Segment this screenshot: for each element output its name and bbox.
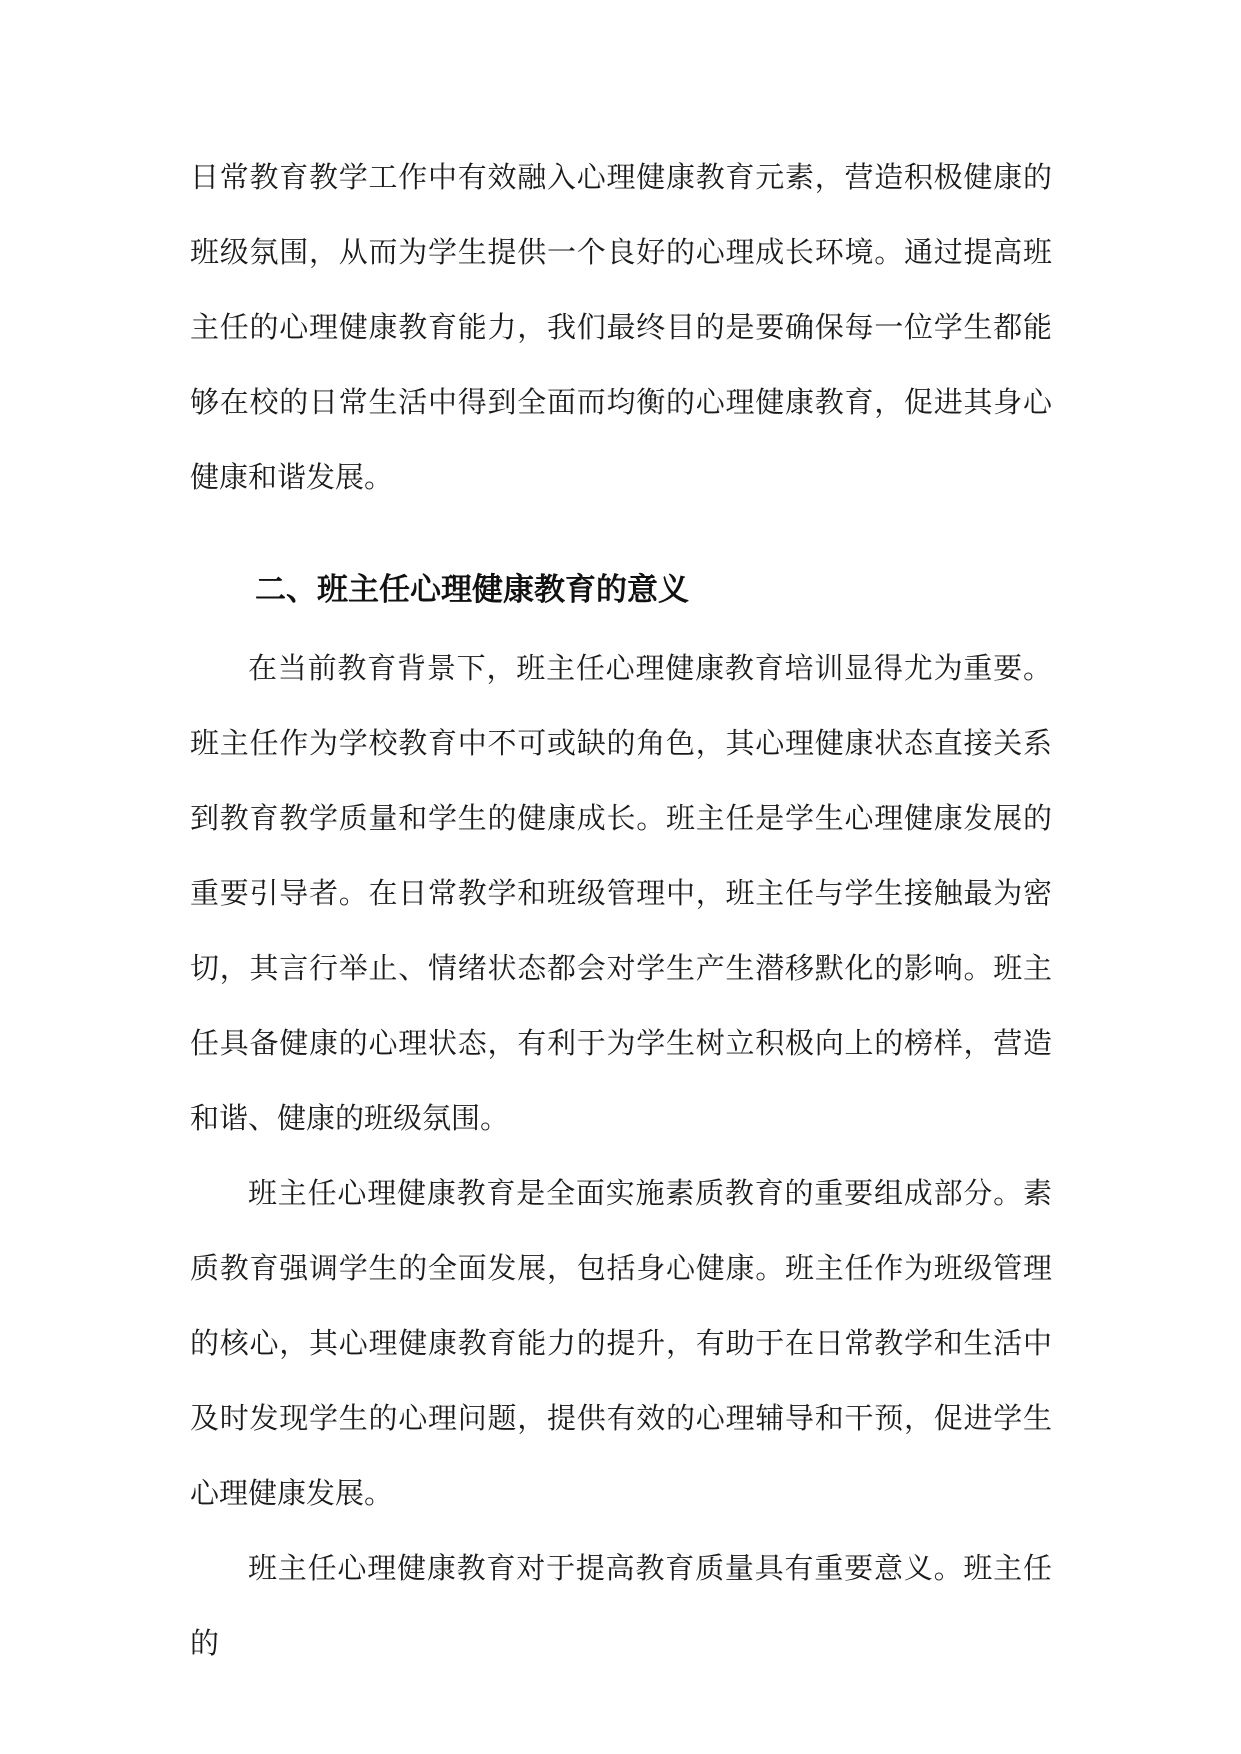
continued-paragraph: 日常教育教学工作中有效融入心理健康教育元素，营造积极健康的班级氛围，从而为学生提供一个良好的心理成长环境。通过提高班主任的心理健康教育能力，我们最终目的是要确保每一位学生都能够在校的日常生活中得到全面而均衡的心理健康教育，促进其身心健康和谐发展。 (190, 160, 1052, 494)
document-body (190, 140, 1052, 1681)
section-heading: 二、班主任心理健康教育的意义 (255, 572, 689, 608)
body-paragraph-3: 班主任心理健康教育对于提高教育质量具有重要意义。班主任的 (190, 1551, 1052, 1660)
body-paragraph-2: 班主任心理健康教育是全面实施素质教育的重要组成部分。素质教育强调学生的全面发展，包括身心健康。班主任作为班级管理的核心，其心理健康教育能力的提升，有助于在日常教学和生活中及时发现学生的心理问题，提供有效的心理辅导和干预，促进学生心理健康发展。 (190, 1176, 1052, 1510)
body-paragraph-1: 在当前教育背景下，班主任心理健康教育培训显得尤为重要。班主任作为学校教育中不可或缺的角色，其心理健康状态直接关系到教育教学质量和学生的健康成长。班主任是学生心理健康发展的重要引导者。在日常教学和班级管理中，班主任与学生接触最为密切，其言行举止、情绪状态都会对学生产生潜移默化的影响。班主任具备健康的心理状态，有利于为学生树立积极向上的榜样，营造和谐、健康的班级氛围。 (190, 651, 1052, 1135)
